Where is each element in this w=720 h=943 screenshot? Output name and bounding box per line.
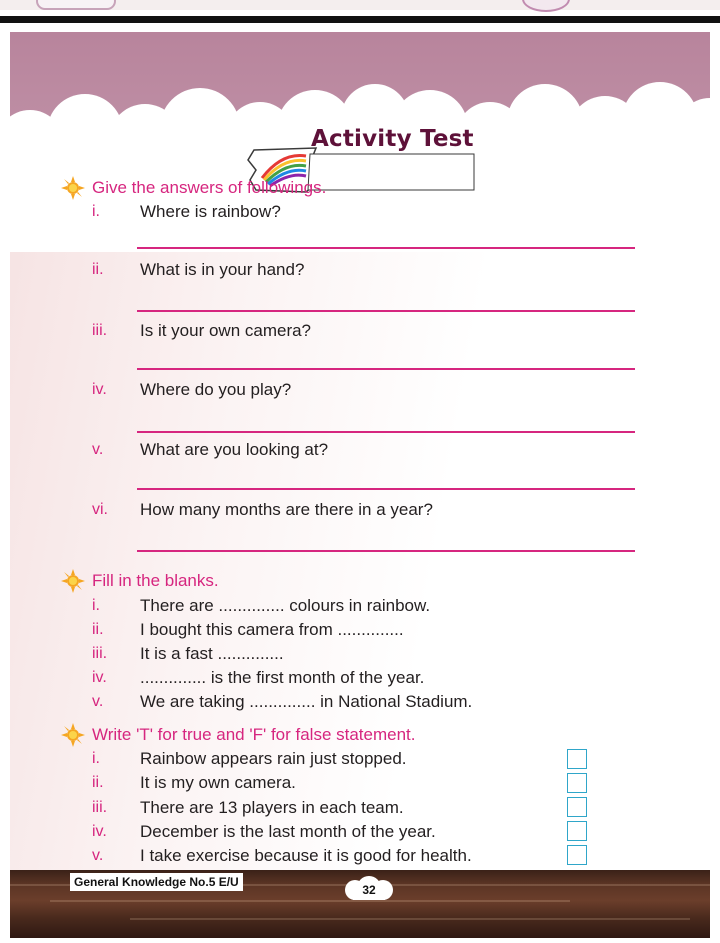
question-text: Where is rainbow? <box>140 202 281 221</box>
section-heading-blanks <box>60 568 219 594</box>
wood-grain <box>50 900 570 902</box>
tf-answer-box[interactable] <box>567 821 587 841</box>
blank-statement: It is a fast .............. <box>140 644 284 663</box>
tf-answer-box[interactable] <box>567 797 587 817</box>
question-number: i. <box>92 203 100 220</box>
question-number: ii. <box>92 261 104 278</box>
page-title: Activity Test <box>311 126 474 152</box>
blank-statement: I bought this camera from .............. <box>140 620 404 639</box>
question-text: What are you looking at? <box>140 440 329 459</box>
section-heading-text: Write 'T' for true and 'F' for false statement. <box>92 725 416 744</box>
section-heading-text: Fill in the blanks. <box>92 571 219 590</box>
answer-line[interactable] <box>137 310 635 312</box>
tf-statement: There are 13 players in each team. <box>140 798 404 817</box>
question-number: vi. <box>92 501 108 518</box>
question-number: ii. <box>92 621 104 638</box>
question-text: How many months are there in a year? <box>140 500 433 519</box>
question-text: Is it your own camera? <box>140 321 312 340</box>
tf-statement: I take exercise because it is good for health. <box>140 846 472 865</box>
tf-statement: It is my own camera. <box>140 773 296 792</box>
sun-bullet-icon <box>60 722 86 748</box>
answer-line[interactable] <box>137 368 635 370</box>
question-number: i. <box>92 750 100 767</box>
answer-line[interactable] <box>137 247 635 249</box>
blank-statement: There are .............. colours in rainbow. <box>140 596 431 615</box>
top-decoration-circle <box>522 0 570 12</box>
question-text: What is in your hand? <box>140 260 305 279</box>
answer-line[interactable] <box>137 550 635 552</box>
section-heading-answers <box>60 175 326 201</box>
question-number: v. <box>92 441 104 458</box>
book-title-tag: General Knowledge No.5 E/U <box>70 873 243 891</box>
background-wash <box>10 192 710 872</box>
answer-line[interactable] <box>137 431 635 433</box>
question-number: iii. <box>92 322 108 339</box>
tf-answer-box[interactable] <box>567 845 587 865</box>
tf-answer-box[interactable] <box>567 749 587 769</box>
question-number: iv. <box>92 381 107 398</box>
blank-statement: .............. is the first month of the year. <box>140 668 425 687</box>
question-number: v. <box>92 693 104 710</box>
answer-line[interactable] <box>137 488 635 490</box>
question-number: iii. <box>92 799 108 816</box>
tf-statement: December is the last month of the year. <box>140 822 436 841</box>
page-number: 32 <box>362 883 376 897</box>
wood-grain <box>130 918 690 920</box>
top-divider-bar <box>0 16 720 23</box>
top-decoration-pill <box>36 0 116 10</box>
question-number: v. <box>92 847 104 864</box>
question-text: Where do you play? <box>140 380 292 399</box>
question-number: iii. <box>92 645 108 662</box>
tf-statement: Rainbow appears rain just stopped. <box>140 749 407 768</box>
question-number: iv. <box>92 823 107 840</box>
sun-bullet-icon <box>60 175 86 201</box>
blank-statement: We are taking .............. in National Stadium. <box>140 692 473 711</box>
question-number: i. <box>92 597 100 614</box>
section-heading-true-false <box>60 722 416 748</box>
question-number: iv. <box>92 669 107 686</box>
question-number: ii. <box>92 774 104 791</box>
sun-bullet-icon <box>60 568 86 594</box>
tf-answer-box[interactable] <box>567 773 587 793</box>
section-heading-text: Give the answers of followings. <box>92 178 327 197</box>
